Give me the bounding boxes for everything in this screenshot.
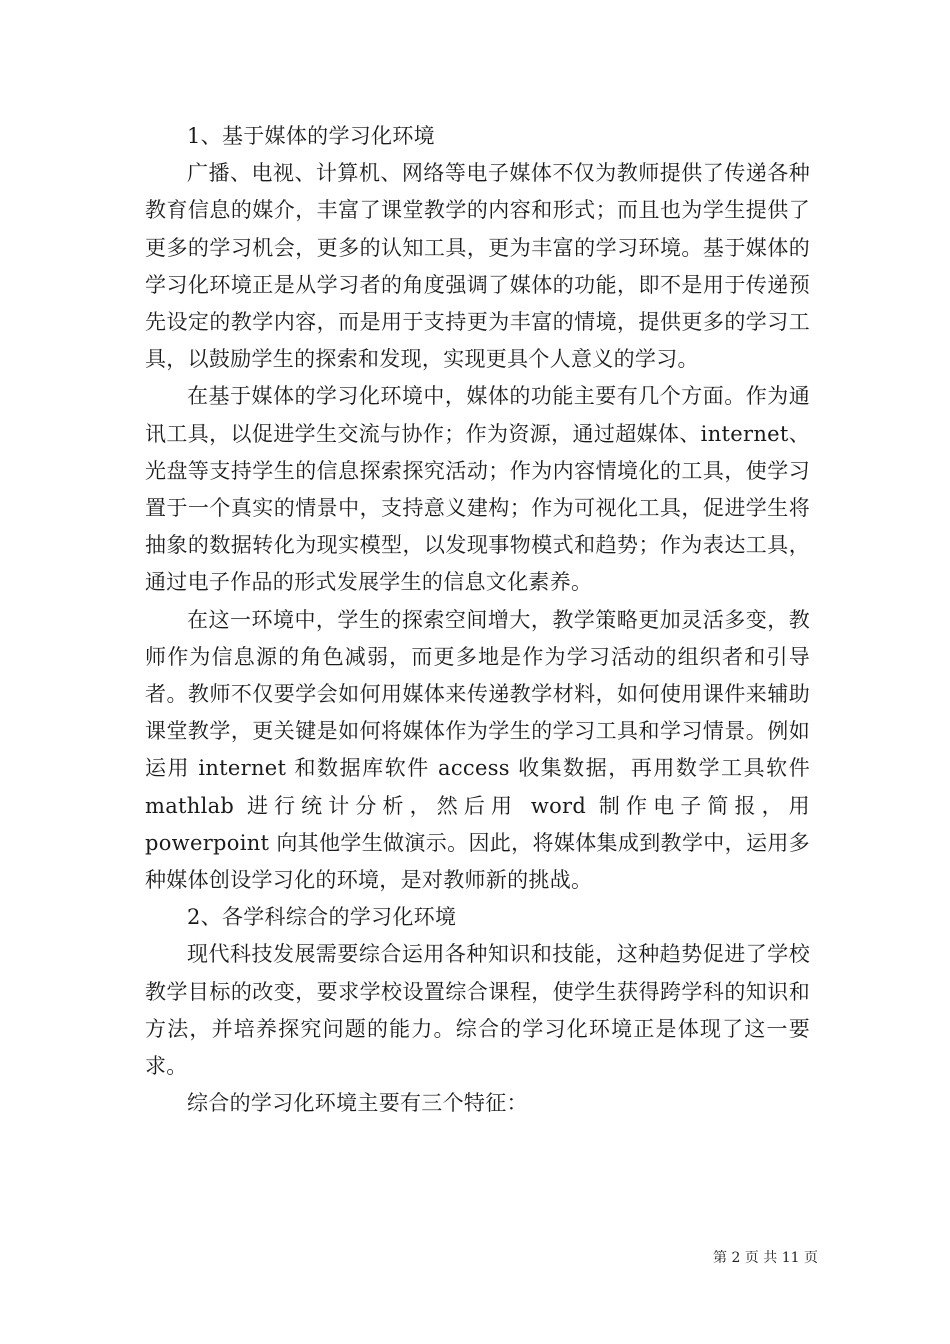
paragraph-5: 综合的学习化环境主要有三个特征： <box>187 1091 528 1116</box>
page-number: 第 2 页 共 11 页 <box>713 1250 818 1266</box>
document-body <box>145 118 810 1122</box>
paragraph-1: 广播、电视、计算机、网络等电子媒体不仅为教师提供了传递各种教育信息的媒介，丰富了课堂教学的内容和形式；而且也为学生提供了更多的学习机会，更多的认知工具，更为丰富的学习环境。基于媒体的学习化环境正是从学习者的角度强调了媒体的功能，即不是用于传递预先设定的教学内容，而是用于支持更为丰富的情境，提供更多的学习工具，以鼓励学生的探索和发现，实现更具个人意义的学习。 <box>145 161 810 372</box>
paragraph-2: 在基于媒体的学习化环境中，媒体的功能主要有几个方面。作为通讯工具，以促进学生交流与协作；作为资源，通过超媒体、internet、光盘等支持学生的信息探索探究活动；作为内容情境化的工具，使学习置于一个真实的情景中，支持意义建构；作为可视化工具，促进学生将抽象的数据转化为现实模型，以发现事物模式和趋势；作为表达工具，通过电子作品的形式发展学生的信息文化素养。 <box>145 384 810 595</box>
paragraph-3: 在这一环境中，学生的探索空间增大，教学策略更加灵活多变，教师作为信息源的角色减弱，而更多地是作为学习活动的组织者和引导者。教师不仅要学会如何用媒体来传递教学材料，如何使用课件来辅助课堂教学，更关键是如何将媒体作为学生的学习工具和学习情景。例如运用 internet 和数据库软件 access 收集数据，再用数学工具软件 mathlab 进行统计分析，然后用 word 制作电子简报，用 powerpoint 向其他学生做演示。因此，将媒体集成到教学中，运用多种媒体创设学习化的环境，是对教师新的挑战。 <box>145 607 810 893</box>
section-heading-2: 2、各学科综合的学习化环境 <box>187 905 457 930</box>
paragraph-4: 现代科技发展需要综合运用各种知识和技能，这种趋势促进了学校教学目标的改变，要求学校设置综合课程，使学生获得跨学科的知识和方法，并培养探究问题的能力。综合的学习化环境正是体现了这一要求。 <box>145 942 810 1079</box>
section-heading-1: 1、基于媒体的学习化环境 <box>187 124 435 148</box>
